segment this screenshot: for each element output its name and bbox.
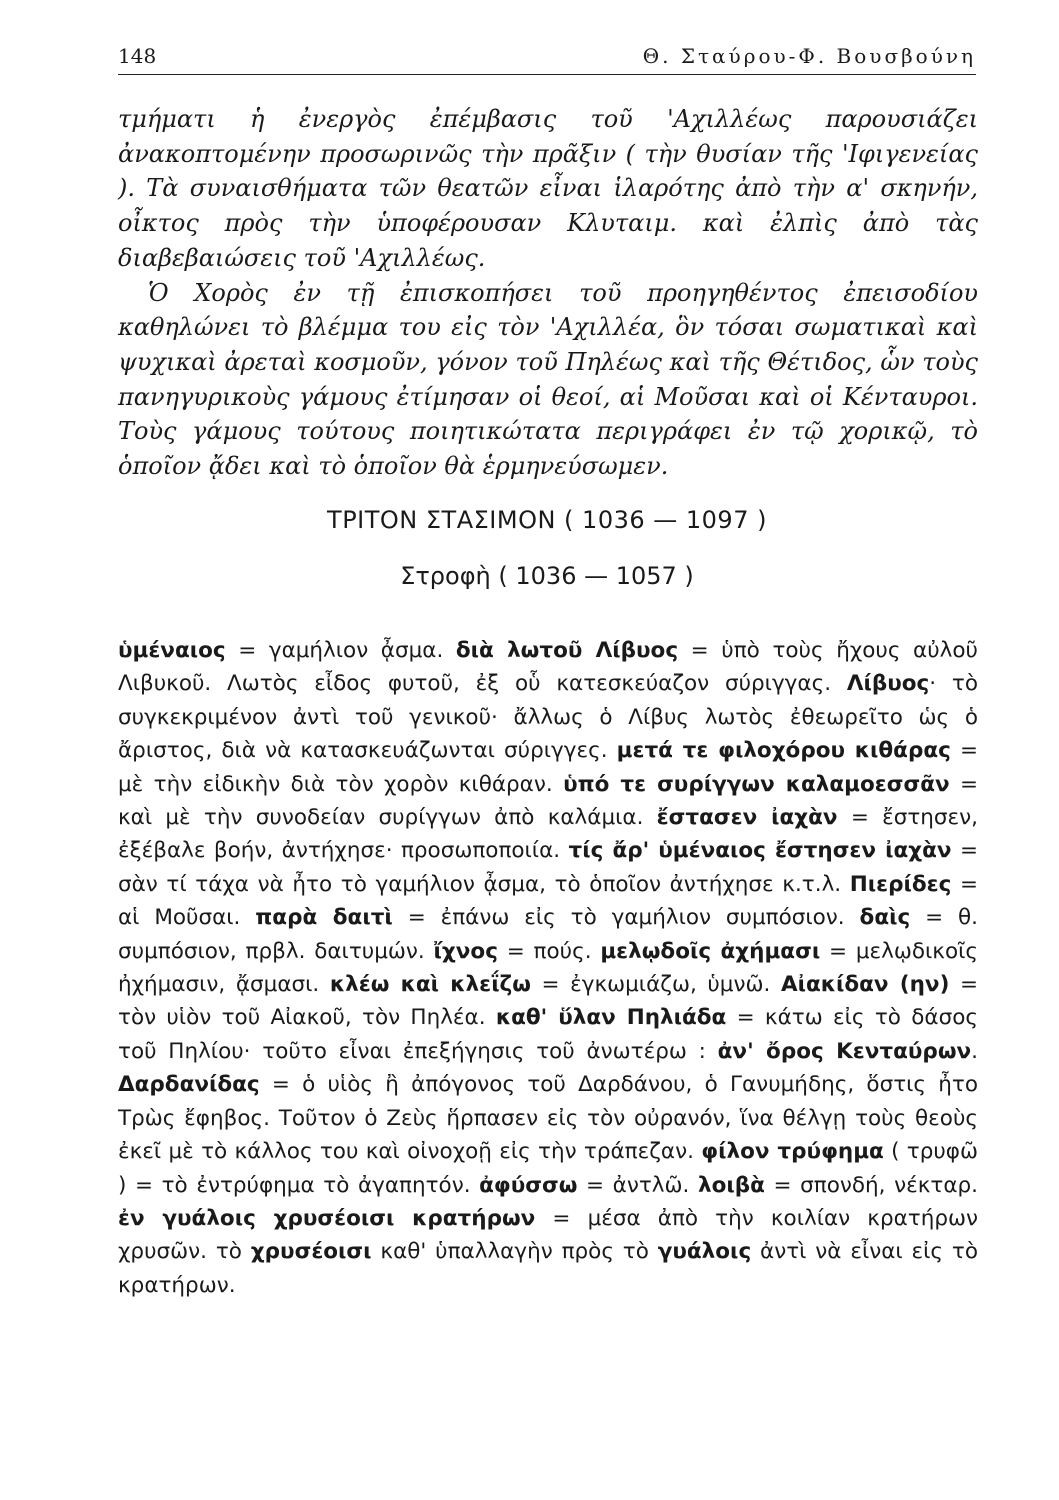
lemma-term: κλέω καὶ κλεΐζω xyxy=(329,972,531,998)
gloss-text: ἀντὶ νὰ εἶναι εἰς τὸ κρατήρων. xyxy=(118,1239,979,1298)
stasimon-heading: ΤΡΙΤΟΝ ΣΤΑΣΙΜΟΝ ( 1036 — 1097 ) xyxy=(327,506,767,534)
gloss-text: = αἱ Μοῦσαι. xyxy=(118,871,978,931)
lemma-term: Δαρδανίδας xyxy=(118,1072,260,1098)
lemma-term: χρυσέοισι xyxy=(250,1239,372,1265)
gloss-text: καθ' ὑπαλλαγὴν πρὸς τὸ xyxy=(371,1239,658,1265)
gloss-text: = καὶ μὲ τὴν συνοδείαν συρίγγων ἀπὸ καλάμια. xyxy=(118,771,978,831)
commentary-paragraph xyxy=(118,634,978,1302)
gloss-text: = σὰν τί τάχα νὰ ἦτο τὸ γαμήλιον ᾆσμα, τὸ ὁποῖον ἀντήχησε κ.τ.λ. xyxy=(118,838,978,897)
intro-text xyxy=(118,102,978,484)
gloss-text: = ὑπὸ τοὺς ἤχους αὐλοῦ Λιβυκοῦ. Λωτὸς εἶδος φυτοῦ, ἐξ οὗ κατεσκεύαζον σύριγγας. xyxy=(118,638,978,697)
page-number: 148 xyxy=(118,44,157,68)
lemma-term: ὑπό τε συρίγγων καλαμοεσσᾶν xyxy=(563,771,950,797)
gloss-text: = τὸν υἱὸν τοῦ Αἰακοῦ, τὸν Πηλέα. xyxy=(118,972,979,1031)
gloss-text: = ἀντλῶ. xyxy=(577,1172,698,1198)
lemma-term: διὰ λωτοῦ Λίβυος xyxy=(455,638,679,663)
lemma-term: φίλον τρύφημα xyxy=(701,1139,884,1165)
lemma-term: ἐν γυάλοις χρυσέοισι κρατήρων xyxy=(118,1205,536,1231)
gloss-text: = ἐγκωμιάζω, ὑμνῶ. xyxy=(530,972,781,998)
lemma-term: μετά τε φιλοχόρου κιθάρας xyxy=(616,738,951,764)
gloss-text: = πούς. xyxy=(497,938,601,964)
lemma-term: δαὶς xyxy=(859,905,911,931)
gloss-text: = ἔστησεν, ἐξέβαλε βοήν, ἀντήχησε· προσωποποιία. xyxy=(118,805,978,864)
gloss-text: = μελῳδικοῖς ἠχήμασιν, ᾄσμασι. xyxy=(118,938,978,998)
gloss-text: . xyxy=(971,1038,978,1064)
gloss-text: = μέσα ἀπὸ τὴν κοιλίαν κρατήρων χρυσῶν. τὸ xyxy=(118,1205,978,1265)
lemma-term: Αἰακίδαν (ην) xyxy=(780,972,950,998)
lemma-term: Πιερίδες xyxy=(849,871,952,897)
lemma-term: ἀν' ὄρος Κενταύρων xyxy=(717,1038,972,1064)
gloss-text: · τὸ συγκεκριμένον ἀντὶ τοῦ γενικοῦ· ἄλλως ὁ Λίβυς λωτὸς ἐθεωρεῖτο ὡς ὁ ἄριστος, διὰ νὰ κατασκευάζωνται σύριγγες. xyxy=(118,671,978,764)
lemma-term: γυάλοις xyxy=(657,1239,752,1265)
strophe-heading: Στροφὴ ( 1036 — 1057 ) xyxy=(400,562,694,590)
lemma-term: Λίβυος xyxy=(846,671,930,697)
lemma-term: ὑμέναιος xyxy=(118,638,226,663)
lemma-term: λοιβὰ xyxy=(697,1172,765,1198)
intro-paragraph: τμήματι ἡ ἐνεργὸς ἐπέμβασις τοῦ 'Αχιλλέως παρουσιάζει ἀνακοπτομένην προσωρινῶς τὴν πρᾶξιν ( τὴν θυσίαν τῆς 'Ιφιγενείας ). Τὰ συναισθήματα τῶν θεατῶν εἶναι ἱλαρότης ἀπὸ τὴν α' σκηνήν, οἶκτος πρὸς τὴν ὑποφέρουσαν Κλυταιμ. καὶ ἐλπὶς ἀπὸ τὰς διαβεβαιώσεις τοῦ 'Αχιλλέως. xyxy=(118,105,978,272)
lemma-term: μελῳδοῖς ἀχήμασι xyxy=(600,938,821,964)
lemma-term: ἔστασεν ἰαχὰν xyxy=(656,805,838,831)
lemma-term: ἀφύσσω xyxy=(479,1172,578,1198)
gloss-text: = ὁ υἱὸς ἢ ἀπόγονος τοῦ Δαρδάνου, ὁ Γανυμήδης, ὅστις ἦτο Τρὼς ἔφηβος. Τοῦτον ὁ Ζεὺς ἥρπασεν εἰς τὸν οὐρανόν, ἵνα θέλγῃ τοὺς θεοὺς ἐκεῖ μὲ τὸ κάλλος του καὶ οἰνοχοῇ εἰς τὴν τράπεζαν. xyxy=(118,1072,978,1165)
gloss-text: = μὲ τὴν εἰδικὴν διὰ τὸν χορὸν κιθάραν. xyxy=(118,738,978,797)
gloss-text: ( τρυφῶ ) = τὸ ἐντρύφημα τὸ ἀγαπητόν. xyxy=(118,1139,978,1198)
gloss-text: = ἐπάνω εἰς τὸ γαμήλιον συμπόσιον. xyxy=(392,905,860,931)
lemma-term: ἴχνος xyxy=(433,938,498,964)
lemma-term: τίς ἄρ' ὑμέναιος ἔστησεν ἰαχὰν xyxy=(568,838,952,864)
gloss-text: = θ. συμπόσιον, πρβλ. δαιτυμών. xyxy=(118,905,979,964)
running-title: Θ. Σταύρου-Φ. Βουσβούνη xyxy=(642,44,976,68)
intro-paragraph: Ὁ Χορὸς ἐν τῇ ἐπισκοπήσει τοῦ προηγηθέντος ἐπεισοδίου καθηλώνει τὸ βλέμμα του εἰς τὸν 'Αχιλλέα, ὃν τόσαι σωματικαὶ καὶ ψυχικαὶ ἀρεταὶ κοσμοῦν, γόνον τοῦ Πηλέως καὶ τῆς Θέτιδος, ὧν τοὺς πανηγυρικοὺς γάμους ἐτίμησαν οἱ θεοί, αἱ Μοῦσαι καὶ οἱ Κένταυροι. Τοὺς γάμους τούτους ποιητικώτατα περιγράφει ἐν τῷ χορικῷ, τὸ ὁποῖον ᾄδει καὶ τὸ ὁποῖον θὰ ἑρμηνεύσωμεν. xyxy=(118,278,978,481)
gloss-text: = γαμήλιον ᾆσμα. xyxy=(225,638,456,663)
page-header xyxy=(118,40,976,75)
lemma-term: καθ' ὕλαν Πηλιάδα xyxy=(495,1005,727,1031)
gloss-text: = κάτω εἰς τὸ δάσος τοῦ Πηλίου· τοῦτο εἶναι ἐπεξήγησις τοῦ ἀνωτέρω : xyxy=(118,1005,978,1064)
lemma-term: παρὰ δαιτὶ xyxy=(255,905,393,931)
gloss-text: = σπονδή, νέκταρ. xyxy=(764,1172,978,1198)
